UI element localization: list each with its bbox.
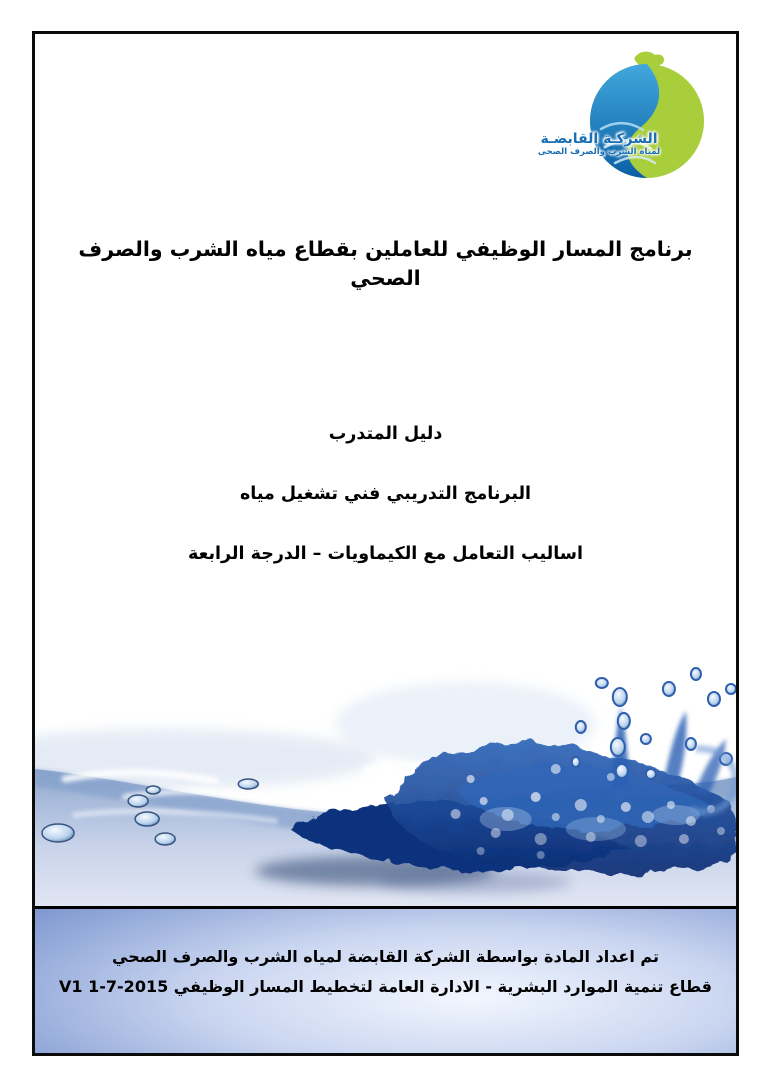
document-title: برنامج المسار الوظيفي للعاملين بقطاع مياه الشرب والصرف الصحي [78,237,693,290]
logo-org-name: الشركـة القابضـة [540,131,658,147]
document-page-frame [32,31,739,1056]
water-drop-globe-icon [585,51,710,186]
program-name-line: البرنامج التدريبي فني تشغيل مياه [239,484,532,504]
logo-text [519,131,679,158]
water-splash-image [35,619,736,941]
logo-org-subtitle: لمياه الشرب والصرف الصحى [537,147,661,158]
company-logo [505,51,710,203]
footer-prepared-by-line: تم اعداد المادة بواسطة الشركة القابضة لمياه الشرب والصرف الصحي [112,947,659,966]
subtitle-block [35,422,736,602]
page-footer [35,906,736,1053]
course-name-line: اساليب التعامل مع الكيماويات – الدرجة الرابعة [187,544,584,564]
manual-type-line: دليل المتدرب [328,424,443,444]
footer-department-version-line: قطاع تنمية الموارد البشرية - الادارة العامة لتخطيط المسار الوظيفي V1 1-7-2015 [59,977,712,996]
